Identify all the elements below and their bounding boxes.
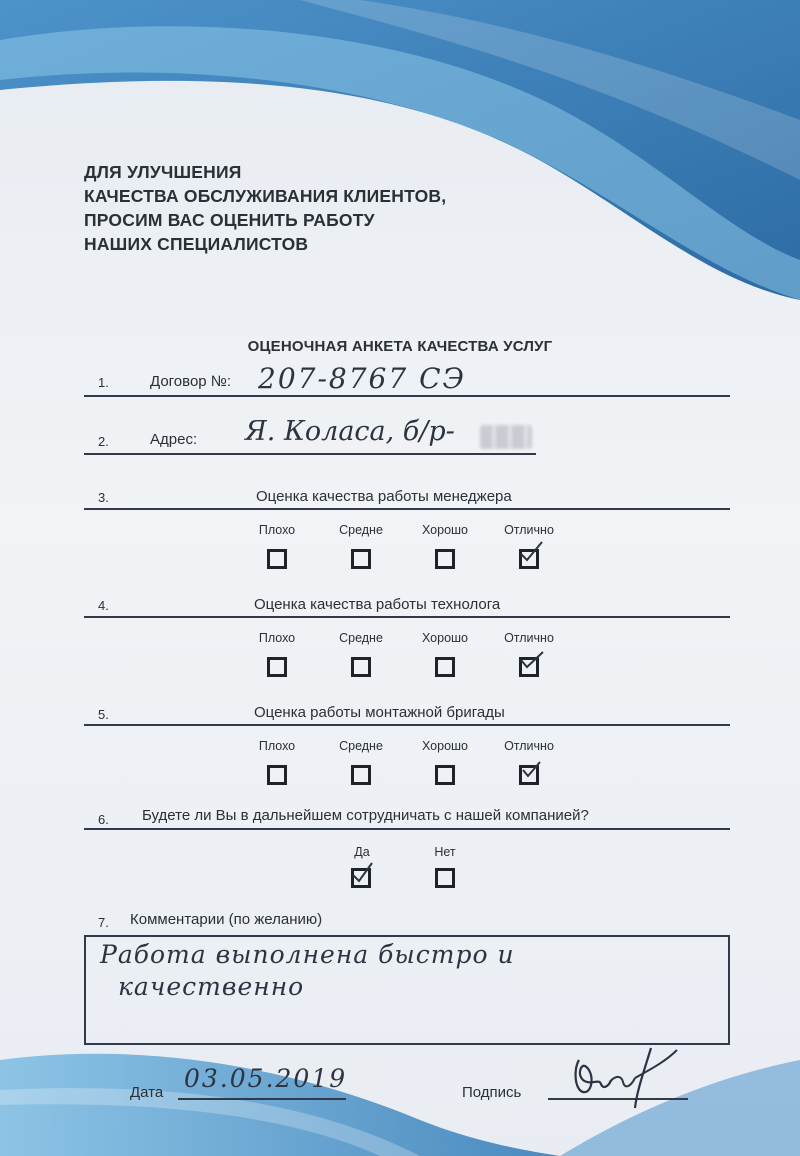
- address-value[interactable]: Я. Коласа, б/р-: [245, 416, 455, 447]
- item-number: 6.: [98, 812, 109, 827]
- option-label: Хорошо: [421, 739, 469, 753]
- technologist-average-checkbox[interactable]: [351, 657, 371, 677]
- cooperation-yes-checkbox[interactable]: [351, 868, 371, 888]
- option-label: Средне: [339, 739, 383, 753]
- installation-rating-line: [84, 724, 730, 726]
- intro-heading: [84, 160, 446, 256]
- checkmark-icon: [518, 538, 544, 566]
- item-number: 7.: [98, 915, 109, 930]
- installation-rating-title: Оценка работы монтажной бригады: [254, 704, 505, 721]
- date-label: Дата: [130, 1084, 164, 1101]
- option-label: Плохо: [258, 523, 296, 537]
- technologist-rating-line: [84, 616, 730, 618]
- date-value[interactable]: 03.05.2019: [184, 1064, 348, 1093]
- manager-excellent-checkbox[interactable]: [519, 549, 539, 569]
- manager-rating-line: [84, 508, 730, 510]
- address-line: [84, 453, 536, 455]
- manager-bad-checkbox[interactable]: [267, 549, 287, 569]
- item-number: 3.: [98, 490, 109, 505]
- comments-text-line: Работа выполнена быстро и: [100, 940, 515, 969]
- cooperation-question: Будете ли Вы в дальнейшем сотрудничать с нашей компанией?: [142, 807, 589, 824]
- installation-bad-checkbox[interactable]: [267, 765, 287, 785]
- intro-heading-line: ПРОСИМ ВАС ОЦЕНИТЬ РАБОТУ: [84, 210, 375, 230]
- option-label: Хорошо: [421, 631, 469, 645]
- option-label: Нет: [434, 845, 456, 859]
- intro-heading-line: КАЧЕСТВА ОБСЛУЖИВАНИЯ КЛИЕНТОВ,: [84, 186, 447, 206]
- option-label: Хорошо: [421, 523, 469, 537]
- redacted-block: [480, 425, 532, 449]
- technologist-excellent-checkbox[interactable]: [519, 657, 539, 677]
- date-line: [178, 1098, 346, 1100]
- installation-average-checkbox[interactable]: [351, 765, 371, 785]
- installation-excellent-checkbox[interactable]: [519, 765, 539, 785]
- form-title: ОЦЕНОЧНАЯ АНКЕТА КАЧЕСТВА УСЛУГ: [247, 338, 553, 355]
- checkmark-icon: [518, 646, 544, 674]
- item-number: 2.: [98, 434, 109, 449]
- cooperation-no-checkbox[interactable]: [435, 868, 455, 888]
- address-label: Адрес:: [150, 431, 198, 448]
- option-label: Плохо: [258, 739, 296, 753]
- option-label: Отлично: [504, 631, 554, 645]
- checkmark-icon: [350, 857, 376, 885]
- item-number: 4.: [98, 598, 109, 613]
- technologist-good-checkbox[interactable]: [435, 657, 455, 677]
- option-label: Средне: [339, 523, 383, 537]
- option-label: Отлично: [504, 739, 554, 753]
- comments-label: Комментарии (по желанию): [130, 911, 323, 928]
- comments-text-line: качественно: [118, 972, 305, 1001]
- option-label: Да: [354, 845, 370, 859]
- intro-heading-line: ДЛЯ УЛУЧШЕНИЯ: [84, 162, 242, 182]
- signature-label: Подпись: [462, 1084, 522, 1101]
- technologist-bad-checkbox[interactable]: [267, 657, 287, 677]
- cooperation-line: [84, 828, 730, 830]
- signature-image: [565, 1040, 685, 1115]
- contract-value[interactable]: 207-8767 СЭ: [258, 362, 466, 395]
- option-label: Плохо: [258, 631, 296, 645]
- contract-line: [84, 395, 730, 397]
- intro-heading-line: НАШИХ СПЕЦИАЛИСТОВ: [84, 234, 309, 254]
- installation-good-checkbox[interactable]: [435, 765, 455, 785]
- checkmark-icon: [518, 754, 544, 782]
- manager-average-checkbox[interactable]: [351, 549, 371, 569]
- option-label: Отлично: [504, 523, 554, 537]
- contract-label: Договор №:: [150, 373, 232, 390]
- option-label: Средне: [339, 631, 383, 645]
- item-number: 1.: [98, 375, 109, 390]
- manager-rating-title: Оценка качества работы менеджера: [256, 488, 512, 505]
- item-number: 5.: [98, 707, 109, 722]
- technologist-rating-title: Оценка качества работы технолога: [254, 596, 501, 613]
- manager-good-checkbox[interactable]: [435, 549, 455, 569]
